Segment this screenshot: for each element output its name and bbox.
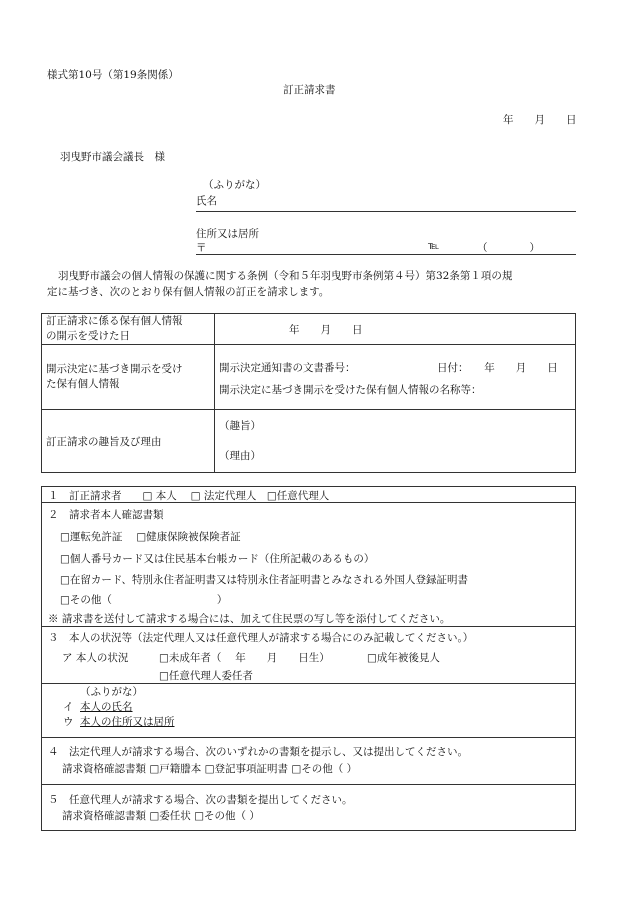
notice-date: 日付： 年 月 日 [437, 361, 558, 374]
furigana-label: （ふりがな） [203, 179, 266, 191]
section3-heading: ３ 本人の状況等（法定代理人又は任意代理人が請求する場合にのみ記載してください。） [48, 632, 474, 644]
address-field-line[interactable] [196, 254, 576, 255]
mail-note: ※ 請求書を送付して請求する場合には、加えて住民票の写し等を添付してください。 [48, 613, 451, 625]
status-delegator-option[interactable]: □任意代理人委任者 [159, 670, 253, 682]
section4-docs[interactable]: 請求資格確認書類 □戸籍謄本 □登記事項証明書 □その他（ ） [62, 763, 358, 775]
purpose-reason-value[interactable] [215, 410, 576, 473]
person-status-label: ア 本人の状況 [62, 652, 129, 664]
section1-requester: １ 訂正請求者 □ 本人 □ 法定代理人 □任意代理人 [48, 490, 330, 502]
purpose-label: （趣旨） [219, 420, 261, 432]
addressee: 羽曳野市議会議長 様 [60, 151, 165, 163]
id-doc-option-3[interactable]: □在留カード、特別永住者証明書又は特別永住者証明書とみなされる外国人登録証明書 [60, 574, 468, 586]
disclosure-date-value[interactable]: 年 月 日 [215, 314, 576, 345]
id-doc-option-2[interactable]: □個人番号カード又は住民基本台帳カード（住所記載のあるもの） [60, 553, 375, 565]
correction-table [41, 313, 576, 473]
reason-label: （理由） [219, 450, 261, 462]
person-address-prefix: ウ [63, 716, 74, 728]
disclosed-info-value[interactable] [215, 345, 576, 410]
status-adult-ward-option[interactable]: □成年被後見人 [367, 652, 440, 664]
name-label: 氏名 [196, 195, 217, 207]
tel-paren: （ ） [477, 242, 540, 254]
intro-line-1: 羽曳野市議会の個人情報の保護に関する条例（令和５年羽曳野市条例第４号）第32条第１項の規 [58, 270, 513, 282]
tel-mark: ℡ [428, 240, 440, 252]
requester-details-box [41, 486, 576, 831]
disclosed-info-name: 開示決定に基づき開示を受けた保有個人情報の名称等： [219, 383, 482, 396]
id-doc-option-4[interactable]: □その他（ ） [60, 594, 228, 606]
status-minor-option[interactable]: □未成年者（ 年 月 日生） [159, 652, 330, 664]
section4-heading: ４ 法定代理人が請求する場合、次のいずれかの書類を提示し、又は提出してください。 [48, 746, 468, 758]
disclosure-date-label: 訂正請求に係る保有個人情報 の開示を受けた日 [42, 314, 215, 345]
form-number: 様式第10号（第19条関係） [47, 69, 179, 81]
person-address-label[interactable]: 本人の住所又は居所 [80, 716, 175, 728]
person-name-prefix: イ [63, 701, 74, 713]
person-name-label[interactable]: 本人の氏名 [80, 701, 133, 713]
address-label: 住所又は居所 [196, 228, 259, 240]
section5-docs[interactable]: 請求資格確認書類 □委任状 □その他（ ） [62, 810, 260, 822]
section5-heading: ５ 任意代理人が請求する場合、次の書類を提出してください。 [48, 794, 353, 806]
purpose-reason-label: 訂正請求の趣旨及び理由 [42, 410, 215, 473]
person-furigana-label: （ふりがな） [80, 686, 143, 698]
name-field-line[interactable] [196, 211, 576, 212]
date-line: 年 月 日 [503, 114, 577, 126]
id-doc-option-1[interactable]: □運転免許証 □健康保険被保険者証 [60, 531, 241, 543]
disclosed-info-label: 開示決定に基づき開示を受け た保有個人情報 [42, 345, 215, 410]
page-title: 訂正請求書 [283, 84, 336, 96]
notice-doc-number: 開示決定通知書の文書番号： [219, 361, 356, 374]
intro-line-2: 定に基づき、次のとおり保有個人情報の訂正を請求します。 [47, 286, 330, 298]
postal-mark: 〒 [196, 242, 207, 254]
section2-heading: ２ 請求者本人確認書類 [48, 509, 164, 521]
